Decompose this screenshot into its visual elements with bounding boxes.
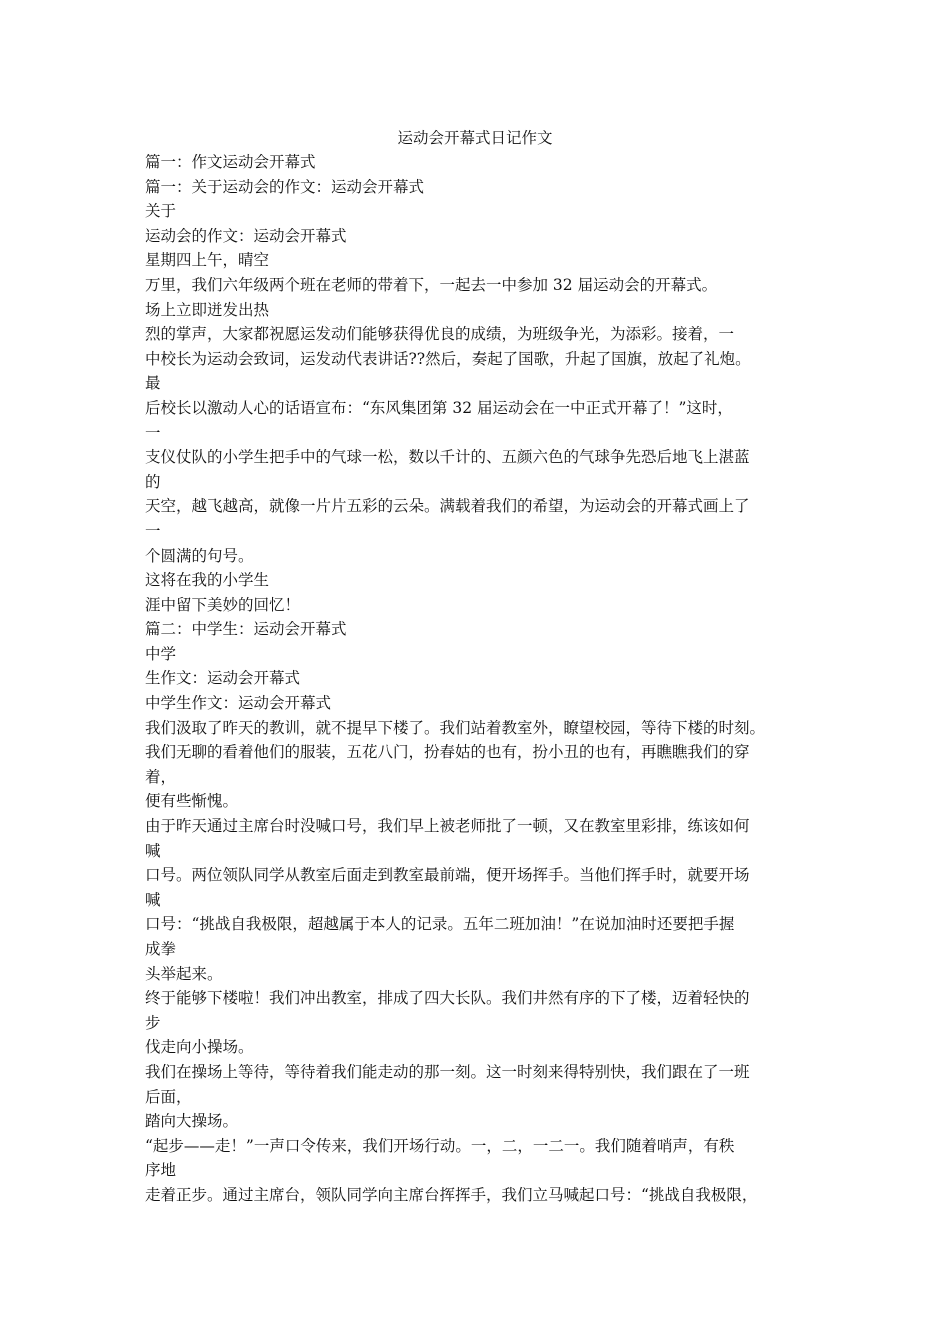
text-line: 篇一：作文运动会开幕式 [145, 153, 316, 171]
text-line: 走着正步。通过主席台，领队同学向主席台挥挥手，我们立马喊起口号：“挑战自我极限， [145, 1185, 758, 1204]
text-line: 后校长以激动人心的话语宣布：“东风集团第 32 届运动会在一中正式开幕了！”这时， [145, 398, 733, 417]
text-line: 踏向大操场。 [145, 1112, 239, 1131]
document-title: 运动会开幕式日记作文 [397, 129, 553, 147]
text-line: 万里，我们六年级两个班在老师的带着下，一起去一中参加 32 届运动会的开幕式。 [145, 275, 718, 294]
text-line: 终于能够下楼啦！我们冲出教室，排成了四大长队。我们井然有序的下了楼，迈着轻快的 [145, 989, 750, 1008]
text-line: 烈的掌声，大家都祝愿运发动们能够获得优良的成绩，为班级争光，为添彩。接着，一 [145, 325, 735, 344]
text-line: 运动会的作文：运动会开幕式 [145, 226, 347, 245]
text-line: 着， [145, 767, 177, 786]
text-line: 口号。两位领队同学从教室后面走到教室最前端，便开场挥手。当他们挥手时，就要开场 [145, 866, 750, 885]
text-line: 这将在我的小学生 [145, 571, 270, 590]
text-line: 我们无聊的看着他们的服装，五花八门，扮春姑的也有，扮小丑的也有，再瞧瞧我们的穿 [145, 743, 750, 762]
text-line: 我们在操场上等待，等待着我们能走动的那一刻。这一时刻来得特别快，我们跟在了一班 [145, 1062, 750, 1081]
text-line: 支仪仗队的小学生把手中的气球一松，数以千计的、五颜六色的气球争先恐后地飞上湛蓝 [145, 448, 750, 467]
text-line: 一 [145, 521, 161, 540]
text-line: 序地 [145, 1161, 177, 1180]
text-line: 口号：“挑战自我极限，超越属于本人的记录。五年二班加油！”在说加油时还要把手握 [145, 915, 735, 934]
text-line: 成拳 [145, 940, 177, 958]
text-line: 个圆满的句号。 [145, 546, 254, 565]
text-line: 由于昨天通过主席台时没喊口号，我们早上被老师批了一顿，又在教室里彩排，练该如何 [145, 817, 750, 836]
text-line: 篇二：中学生：运动会开幕式 [145, 620, 347, 639]
text-line: “起步——走！”一声口令传来，我们开场行动。一，二，一二一。我们随着哨声，有秩 [145, 1136, 735, 1155]
text-line: 中学生作文：运动会开幕式 [145, 694, 332, 713]
text-line: 步 [145, 1013, 161, 1032]
text-line: 关于 [145, 202, 177, 221]
text-line: 喊 [145, 841, 161, 860]
text-line: 星期四上午，晴空 [145, 251, 270, 270]
text-line: 一 [145, 423, 161, 442]
text-line: 后面， [145, 1087, 192, 1106]
text-line: 我们汲取了昨天的教训，就不提早下楼了。我们站着教室外，瞭望校园，等待下楼的时刻。 [145, 718, 766, 737]
text-line: 生作文：运动会开幕式 [145, 669, 301, 688]
text-line: 天空，越飞越高，就像一片片五彩的云朵。满载着我们的希望，为运动会的开幕式画上了 [145, 497, 750, 516]
document-body [145, 150, 825, 1208]
text-line: 中校长为运动会致词，运发动代表讲话??然后，奏起了国歌，升起了国旗，放起了礼炮。 [145, 349, 751, 368]
text-line: 场上立即迸发出热 [145, 300, 270, 319]
text-line: 伐走向小操场。 [145, 1038, 254, 1057]
text-line: 涯中留下美妙的回忆！ [145, 595, 301, 614]
text-line: 最 [145, 374, 161, 393]
text-line: 喊 [145, 890, 161, 909]
text-line: 中学 [145, 644, 177, 663]
text-line: 便有些惭愧。 [145, 792, 239, 811]
text-line: 篇一：关于运动会的作文：运动会开幕式 [145, 177, 425, 196]
text-line: 头举起来。 [145, 964, 223, 983]
text-line: 的 [145, 472, 161, 491]
